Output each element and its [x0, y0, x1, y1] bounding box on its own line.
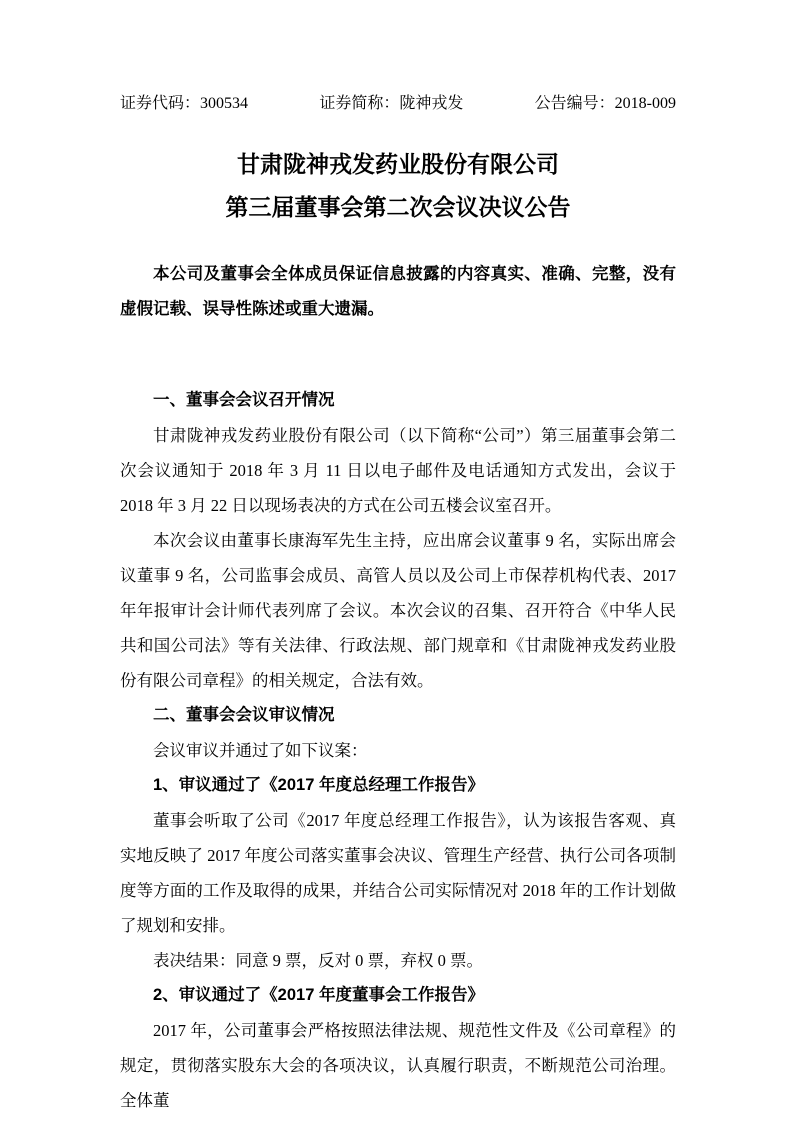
section-2-intro: 会议审议并通过了如下议案：: [153, 741, 368, 760]
section-1-heading: 一、董事会会议召开情况: [153, 391, 335, 409]
resolution-1-heading: 1、审议通过了《2017 年度总经理工作报告》: [153, 776, 484, 794]
title-meeting-resolution: 第三届董事会第二次会议决议公告: [225, 194, 571, 220]
section-1-paragraph-1: 甘肃陇神戎发药业股份有限公司（以下简称“公司”）第三届董事会第二次会议通知于 2018 年 3 月 11 日以电子邮件及电话通知方式发出，会议于 2018 年 3 月 22 日以现场表决的方式在公司五楼会议室召开。: [120, 426, 676, 515]
document-header: [120, 93, 676, 115]
resolution-1-vote-result: 表决结果：同意 9 票，反对 0 票，弃权 0 票。: [153, 951, 483, 970]
disclosure-notice: 本公司及董事会全体成员保证信息披露的内容真实、准确、完整，没有虚假记载、误导性陈述或重大遗漏。: [120, 265, 676, 318]
resolution-2-heading: 2、审议通过了《2017 年度董事会工作报告》: [153, 986, 484, 1004]
section-2-heading: 二、董事会会议审议情况: [153, 706, 335, 724]
document-title: [120, 143, 676, 229]
announcement-number: 公告编号：2018-009: [534, 95, 676, 112]
resolution-1-paragraph: 董事会听取了公司《2017 年度总经理工作报告》，认为该报告客观、真实地反映了 2017 年度公司落实董事会决议、管理生产经营、执行公司各项制度等方面的工作及取得的成果，并结合公司实际情况对 2018 年的工作计划做了规划和安排。: [120, 811, 676, 935]
section-1-paragraph-2: 本次会议由董事长康海军先生主持，应出席会议董事 9 名，实际出席会议董事 9 名，公司监事会成员、高管人员以及公司上市保荐机构代表、2017 年年报审计会计师代表列席了会议。本次会议的召集、召开符合《中华人民共和国公司法》等有关法律、行政法规、部门规章和《甘肃陇神戎发药业股份有限公司章程》的相关规定，合法有效。: [120, 531, 676, 690]
title-company-name: 甘肃陇神戎发药业股份有限公司: [237, 151, 559, 177]
document-body: [120, 383, 676, 1118]
stock-code: 证券代码：300534: [120, 95, 249, 112]
resolution-2-paragraph: 2017 年，公司董事会严格按照法律法规、规范性文件及《公司章程》的规定，贯彻落实股东大会的各项决议，认真履行职责，不断规范公司治理。全体董: [120, 1021, 676, 1110]
stock-short-name: 证券简称：陇神戎发: [319, 95, 464, 112]
